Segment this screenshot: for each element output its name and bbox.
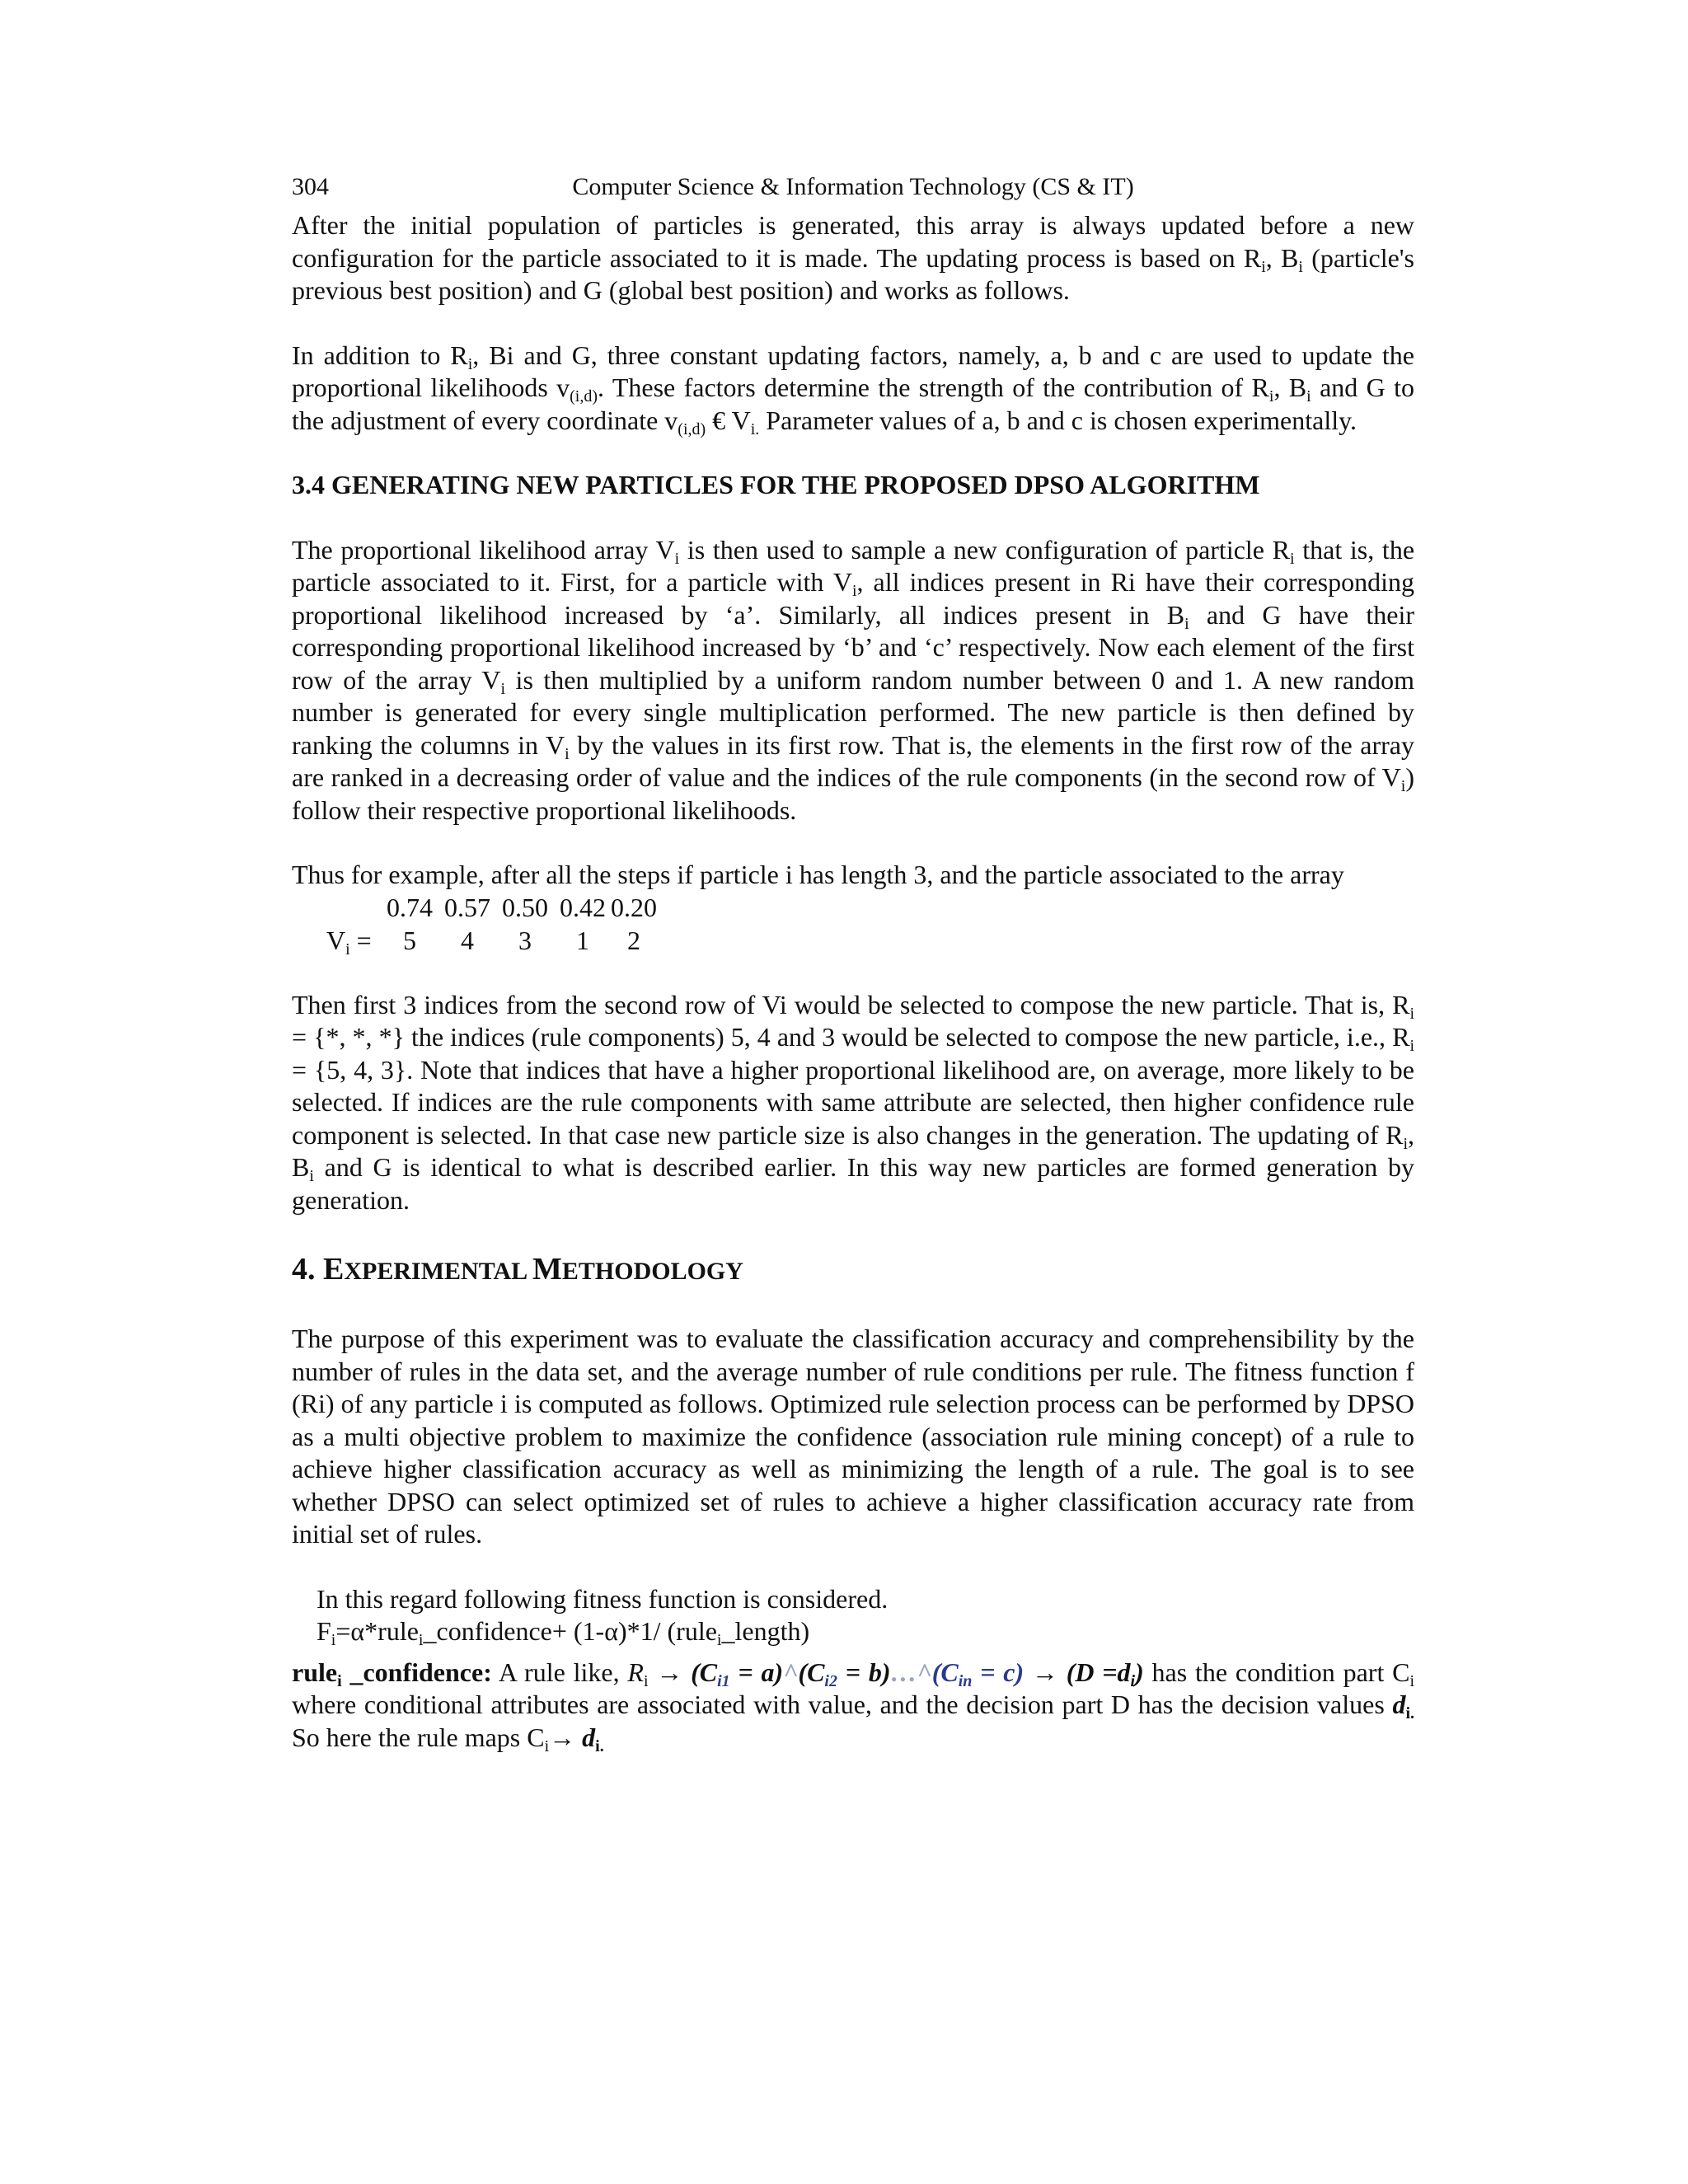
paragraph-2: In addition to $R_i$, Bi and G, three constant updating factors, namely, a, b and c are used to update the proportional likelihoods $v_{(i,d)}$. These factors determine the strength of the contribution of $R_i$, $B_i$ and G to the adjustment of every coordinate $v_{(i,d)}$ € $V_{i.}$ Parameter values of a, b and c is chosen experimentally. [292,340,1415,438]
paragraph-3: The proportional likelihood array $V_i$ is then used to sample a new configuration of particle $R_i$ that is, the particle associated to it. First, for a particle with $V_i$, all indices present in Ri have their corresponding proportional likelihood increased by ‘a’. Similarly, all indices present in $B_i$ and G have their corresponding proportional likelihood increased by ‘b’ and ‘c’ respectively. Now each element of the first row of the array $V_i$ is then multiplied by a uniform random number between 0 and 1. A new random number is generated for every single multiplication performed. The new particle is then defined by ranking the columns in $V_i$ by the values in its first row. That is, the elements in the first row of the array are ranked in a decreasing order of value and the indices of the rule components (in the second row of $V_i$) follow their respective proportional likelihoods. [292,534,1415,825]
fitness-intro: In this regard following fitness function is considered. [316,1583,889,1614]
running-head [292,173,1414,209]
page-number: 304 [292,173,329,200]
fitness-formula: $F_i=\alpha*rule_i\_confidence+ (1-\alpha)*1/$ (rule$_i$_length) [316,1616,810,1649]
paragraph-1: After the initial population of particles is generated, this array is always updated before a new configuration for the particle associated to it is made. The updating process is based on $R_i$, $B_i$ (particle's previous best position) and G (global best position) and works as follows. [292,210,1415,305]
page [292,173,1414,1754]
array-cell: 3 [518,925,532,955]
array-label: $V_i$ = [326,925,372,958]
array-cell: 0.42 [560,892,606,922]
array-cell: 2 [627,925,640,955]
rule-equation: ($C_{i1}$ = $a)\^{}(C_{i2}$ = $b)\dots\^{}(C_{in} = c) \to (D =d_i)$ [691,1657,1144,1690]
array-cell: 0.57 [444,892,490,922]
example-array [292,892,1414,957]
rule-confidence-term: rule$_i$ _confidence: [292,1657,492,1690]
array-cell: 4 [461,925,474,955]
section-heading-3-4: 3.4 GENERATING NEW PARTICLES FOR THE PROPOSED DPSO ALGORITHM [292,470,1260,499]
array-cell: 5 [403,925,416,955]
journal-title: Computer Science & Information Technology (CS & IT) [572,173,1134,200]
rule-confidence-paragraph: rule$_i$ _confidence: A rule like, $R_i \to (C_{i1}$ = $a)\^{}(C_{i2}$ = $b)\dots\^{}(C_{in} = c) \to (D =d_i)$ has the condition part $C_i$ where conditional attributes are associated with value, and the decision part D has the decision values $d_{i.}$ So here the rule maps $C_i\to d_{i.}$ [292,1657,1415,1755]
array-cell: 0.74 [387,892,433,922]
paragraph-6: The purpose of this experiment was to evaluate the classification accuracy and comprehensibility by the number of rules in the data set, and the average number of rule conditions per rule. The fitness function f (Ri) of any particle i is computed as follows. Optimized rule selection process can be performed by DPSO as a multi objective problem to maximize the confidence (association rule mining concept) of a rule to achieve higher classification accuracy as well as minimizing the length of a rule. The goal is to see whether DPSO can select optimized set of rules to achieve a higher classification accuracy rate from initial set of rules. [292,1324,1414,1549]
paragraph-5: Then first 3 indices from the second row of Vi would be selected to compose the new particle. That is, $R_i$ = {*, *, *} the indices (rule components) 5, 4 and 3 would be selected to compose the new particle, i.e., $R_i = \{5$, 4, 3}. Note that indices that have a higher proportional likelihood are, on average, more likely to be selected. If indices are the rule components with same attribute are selected, then higher confidence rule component is selected. In that case new particle size is also changes in the generation. The updating of $R_i$, $B_i$ and G is identical to what is described earlier. In this way new particles are formed generation by generation. [292,989,1414,1215]
array-cell: 0.50 [502,892,548,922]
array-cell: 0.20 [611,892,657,922]
section-heading-4: 4. EXPERIMENTAL METHODOLOGY [292,1252,743,1286]
paragraph-4: Thus for example, after all the steps if particle i has length 3, and the particle associated to the array [292,860,1344,889]
array-cell: 1 [576,925,589,955]
